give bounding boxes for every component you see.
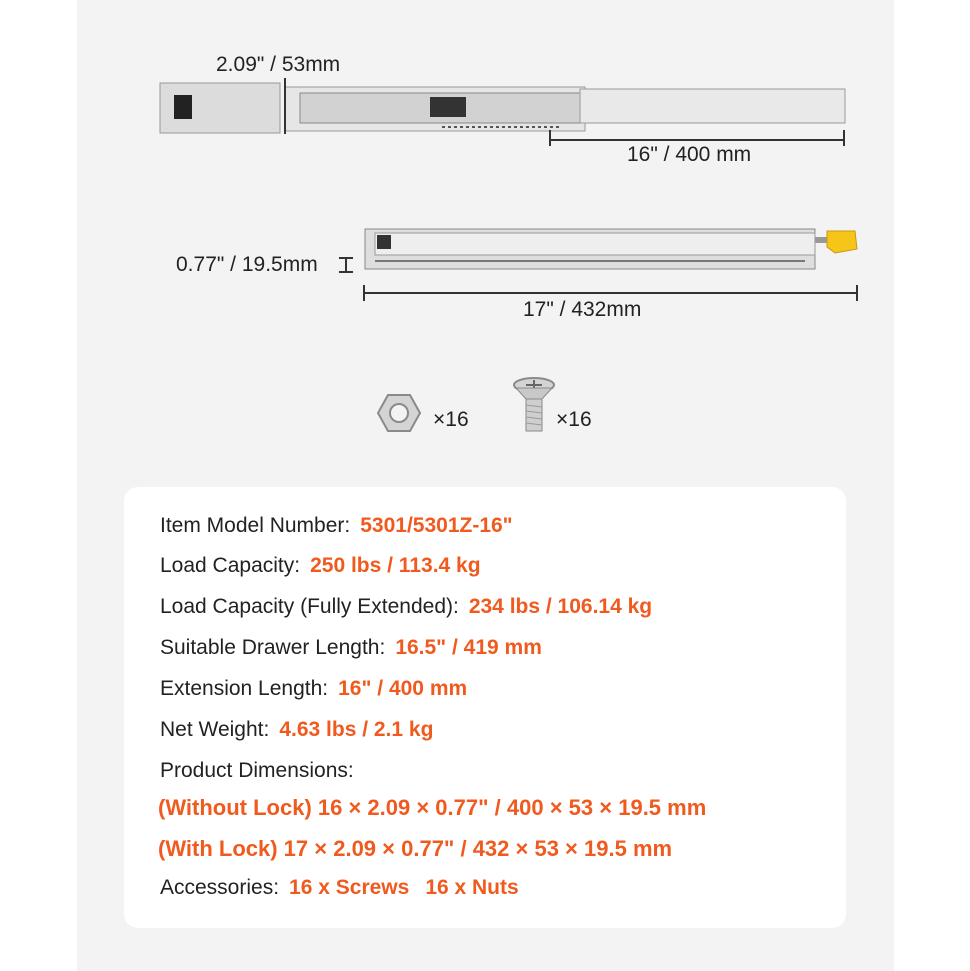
spec-value: 5301/5301Z-16" <box>360 514 513 537</box>
spec-dims-without-lock <box>158 795 706 821</box>
spec-label: Load Capacity: <box>160 554 301 577</box>
spec-row-drawer-length <box>160 636 542 660</box>
slide-closed-image <box>365 223 865 275</box>
spec-label: Item Model Number: <box>160 514 351 537</box>
spec-value: 4.63 lbs / 2.1 kg <box>279 718 434 741</box>
spec-label: Product Dimensions: <box>160 759 354 782</box>
spec-row-extension-length <box>160 677 467 701</box>
spec-value: 16.5" / 419 mm <box>395 636 542 659</box>
width-dimension-line <box>283 78 287 134</box>
spec-row-model <box>160 514 513 538</box>
spec-value: 234 lbs / 106.14 kg <box>468 595 653 618</box>
spec-row-product-dimensions <box>160 759 354 783</box>
spec-row-load <box>160 554 481 578</box>
spec-label: Suitable Drawer Length: <box>160 636 386 659</box>
extension-dimension-label: 16" / 400 mm <box>627 143 752 166</box>
spec-row-net-weight <box>160 718 433 742</box>
spec-value: (With Lock) 17 × 2.09 × 0.77" / 432 × 53 × 19.5 mm <box>158 836 673 861</box>
thickness-dimension-label: 0.77" / 19.5mm <box>176 253 318 276</box>
spec-label: Accessories: <box>160 876 280 899</box>
spec-row-load-extended <box>160 595 652 619</box>
spec-label: Load Capacity (Fully Extended): <box>160 595 459 618</box>
thickness-dimension-marker <box>337 256 355 274</box>
spec-value: 250 lbs / 113.4 kg <box>310 554 481 577</box>
spec-value-nuts: 16 x Nuts <box>425 876 519 899</box>
screw-icon <box>512 377 556 433</box>
screw-quantity: ×16 <box>556 408 592 431</box>
spec-value: 16" / 400 mm <box>338 677 468 700</box>
spec-label: Net Weight: <box>160 718 270 741</box>
width-dimension-label: 2.09" / 53mm <box>216 53 341 76</box>
spec-value: (Without Lock) 16 × 2.09 × 0.77" / 400 × 53 × 19.5 mm <box>158 795 707 820</box>
spec-row-accessories <box>160 876 519 900</box>
hex-nut-icon <box>377 393 421 433</box>
nut-quantity: ×16 <box>433 408 469 431</box>
length-dimension-label: 17" / 432mm <box>523 298 642 321</box>
spec-label: Extension Length: <box>160 677 329 700</box>
spec-value-screws: 16 x Screws <box>289 876 410 899</box>
spec-dims-with-lock <box>158 836 672 862</box>
spec-card <box>124 487 846 928</box>
